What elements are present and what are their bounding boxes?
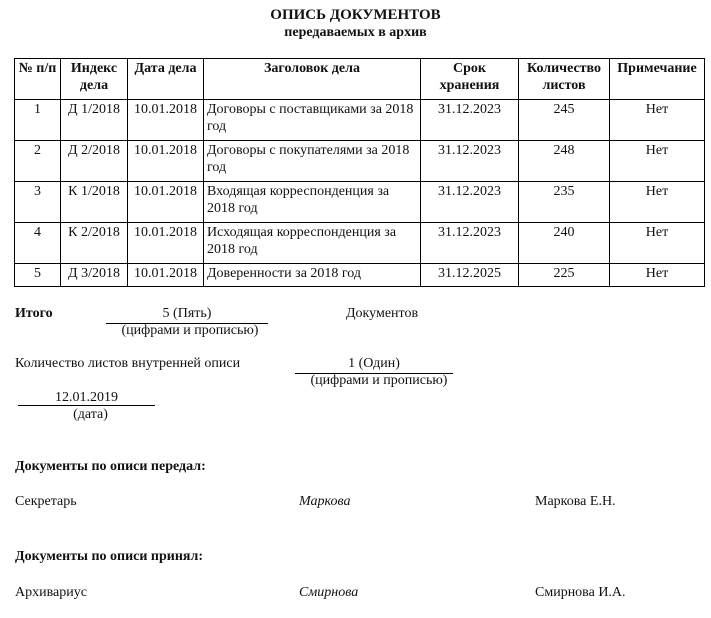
receive-position: Архивариус xyxy=(15,585,87,600)
cell-retention: 31.12.2025 xyxy=(421,264,519,287)
header-retention: Срок хранения xyxy=(421,59,519,100)
cell-note: Нет xyxy=(610,182,705,223)
cell-index: Д 1/2018 xyxy=(61,100,128,141)
header-num: № п/п xyxy=(15,59,61,100)
cell-index: Д 2/2018 xyxy=(61,141,128,182)
inventory-table xyxy=(14,58,705,287)
cell-index: К 1/2018 xyxy=(61,182,128,223)
cell-date: 10.01.2018 xyxy=(128,100,204,141)
transfer-heading: Документы по описи передал: xyxy=(15,459,206,474)
receive-signature: Смирнова xyxy=(299,585,359,600)
cell-retention: 31.12.2023 xyxy=(421,223,519,264)
cell-date: 10.01.2018 xyxy=(128,182,204,223)
cell-num: 5 xyxy=(15,264,61,287)
table-row xyxy=(15,100,705,141)
cell-index: К 2/2018 xyxy=(61,223,128,264)
date-hint: (дата) xyxy=(73,407,108,422)
cell-date: 10.01.2018 xyxy=(128,264,204,287)
cell-sheets: 235 xyxy=(519,182,610,223)
receive-heading: Документы по описи принял: xyxy=(15,549,203,564)
cell-title: Договоры с покупателями за 2018 год xyxy=(204,141,421,182)
cell-retention: 31.12.2023 xyxy=(421,141,519,182)
total-unit: Документов xyxy=(346,306,419,321)
cell-date: 10.01.2018 xyxy=(128,141,204,182)
cell-sheets: 225 xyxy=(519,264,610,287)
total-value: 5 (Пять) xyxy=(162,306,212,321)
cell-title: Исходящая корреспонденция за 2018 год xyxy=(204,223,421,264)
header-note: Примечание xyxy=(610,59,705,100)
transfer-position: Секретарь xyxy=(15,494,77,509)
header-index: Индекс дела xyxy=(61,59,128,100)
cell-title: Входящая корреспонденция за 2018 год xyxy=(204,182,421,223)
total-label: Итого xyxy=(15,306,53,321)
inner-sheets-label: Количество листов внутренней описи xyxy=(15,356,241,371)
cell-date: 10.01.2018 xyxy=(128,223,204,264)
receive-name: Смирнова И.А. xyxy=(535,585,626,600)
cell-title: Договоры с поставщиками за 2018 год xyxy=(204,100,421,141)
cell-note: Нет xyxy=(610,223,705,264)
header-date: Дата дела xyxy=(128,59,204,100)
transfer-name: Маркова Е.Н. xyxy=(535,494,616,509)
inner-sheets-hint: (цифрами и прописью) xyxy=(310,373,448,388)
table-row xyxy=(15,223,705,264)
inner-sheets-value: 1 (Один) xyxy=(348,356,400,371)
document-title: ОПИСЬ ДОКУМЕНТОВ xyxy=(270,7,441,23)
header-sheets: Количество листов xyxy=(519,59,610,100)
cell-num: 4 xyxy=(15,223,61,264)
cell-note: Нет xyxy=(610,264,705,287)
table-header-row xyxy=(15,59,705,100)
header-title: Заголовок дела xyxy=(204,59,421,100)
cell-num: 1 xyxy=(15,100,61,141)
cell-sheets: 248 xyxy=(519,141,610,182)
cell-num: 2 xyxy=(15,141,61,182)
cell-note: Нет xyxy=(610,141,705,182)
cell-index: Д 3/2018 xyxy=(61,264,128,287)
cell-num: 3 xyxy=(15,182,61,223)
cell-retention: 31.12.2023 xyxy=(421,182,519,223)
cell-retention: 31.12.2023 xyxy=(421,100,519,141)
transfer-signature: Маркова xyxy=(299,494,351,509)
cell-sheets: 245 xyxy=(519,100,610,141)
document-subtitle: передаваемых в архив xyxy=(284,25,427,40)
table-row xyxy=(15,264,705,287)
table-row xyxy=(15,182,705,223)
cell-title: Доверенности за 2018 год xyxy=(204,264,421,287)
table-row xyxy=(15,141,705,182)
cell-note: Нет xyxy=(610,100,705,141)
total-hint: (цифрами и прописью) xyxy=(121,323,259,338)
date-value: 12.01.2019 xyxy=(55,390,118,405)
cell-sheets: 240 xyxy=(519,223,610,264)
